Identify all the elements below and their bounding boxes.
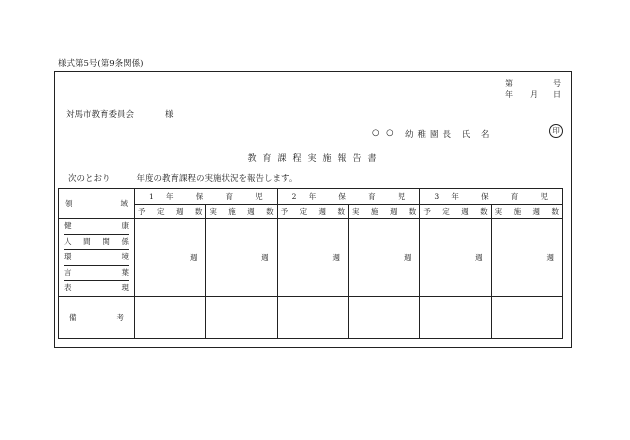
area-environment: 環境 xyxy=(64,250,129,266)
remarks-cell xyxy=(135,296,206,338)
addressee-name: 対馬市教育委員会 xyxy=(66,110,135,120)
area-relationships: 人間関係 xyxy=(64,235,129,251)
intro-sentence xyxy=(68,172,297,184)
sender-title: 幼稚園長 氏 名 xyxy=(405,130,494,140)
subheader-actual-weeks: 実施週数 xyxy=(348,205,419,219)
remarks-cell xyxy=(348,296,419,338)
remarks-cell xyxy=(206,296,277,338)
subheader-actual-weeks: 実施週数 xyxy=(206,205,277,219)
date-day: 日 xyxy=(553,90,561,99)
subheader-planned-weeks: 予定週数 xyxy=(135,205,206,219)
addressee-honorific: 様 xyxy=(165,110,174,120)
document-title: 教育課程実施報告書 xyxy=(247,154,383,164)
group-header-2: 2 年 保 育 児 xyxy=(277,189,420,205)
group-header-3: 3 年 保 育 児 xyxy=(420,189,563,205)
week-cell: 週 xyxy=(491,219,562,297)
week-cell: 週 xyxy=(348,219,419,297)
reference-number-suffix: 号 xyxy=(553,79,561,88)
seal-icon: 印 xyxy=(549,124,563,138)
week-cell: 週 xyxy=(206,219,277,297)
week-cell: 週 xyxy=(420,219,491,297)
remarks-cell xyxy=(277,296,348,338)
intro-body: 年度の教育課程の実施状況を報告します。 xyxy=(136,174,298,184)
week-cell: 週 xyxy=(135,219,206,297)
intro-prefix: 次のとおり xyxy=(68,174,111,184)
subheader-planned-weeks: 予定週数 xyxy=(277,205,348,219)
area-language: 言葉 xyxy=(64,266,129,282)
date-month: 月 xyxy=(530,90,538,99)
area-expression: 表現 xyxy=(64,283,129,292)
week-cell: 週 xyxy=(277,219,348,297)
kindergarten-name-placeholder: ○ ○ xyxy=(372,128,396,138)
curriculum-table xyxy=(58,188,563,339)
area-list xyxy=(59,219,135,297)
subheader-actual-weeks: 実施週数 xyxy=(491,205,562,219)
reference-number-prefix: 第 xyxy=(505,79,513,88)
date-year: 年 xyxy=(505,90,513,99)
area-health: 健康 xyxy=(64,219,129,235)
remarks-cell xyxy=(420,296,491,338)
group-header-1: 1 年 保 育 児 xyxy=(135,189,278,205)
remarks-label: 備考 xyxy=(59,296,135,338)
form-number-label: 様式第5号(第9条関係) xyxy=(58,59,144,69)
subheader-planned-weeks: 予定週数 xyxy=(420,205,491,219)
row-header-area: 領域 xyxy=(59,189,135,219)
remarks-cell xyxy=(491,296,562,338)
